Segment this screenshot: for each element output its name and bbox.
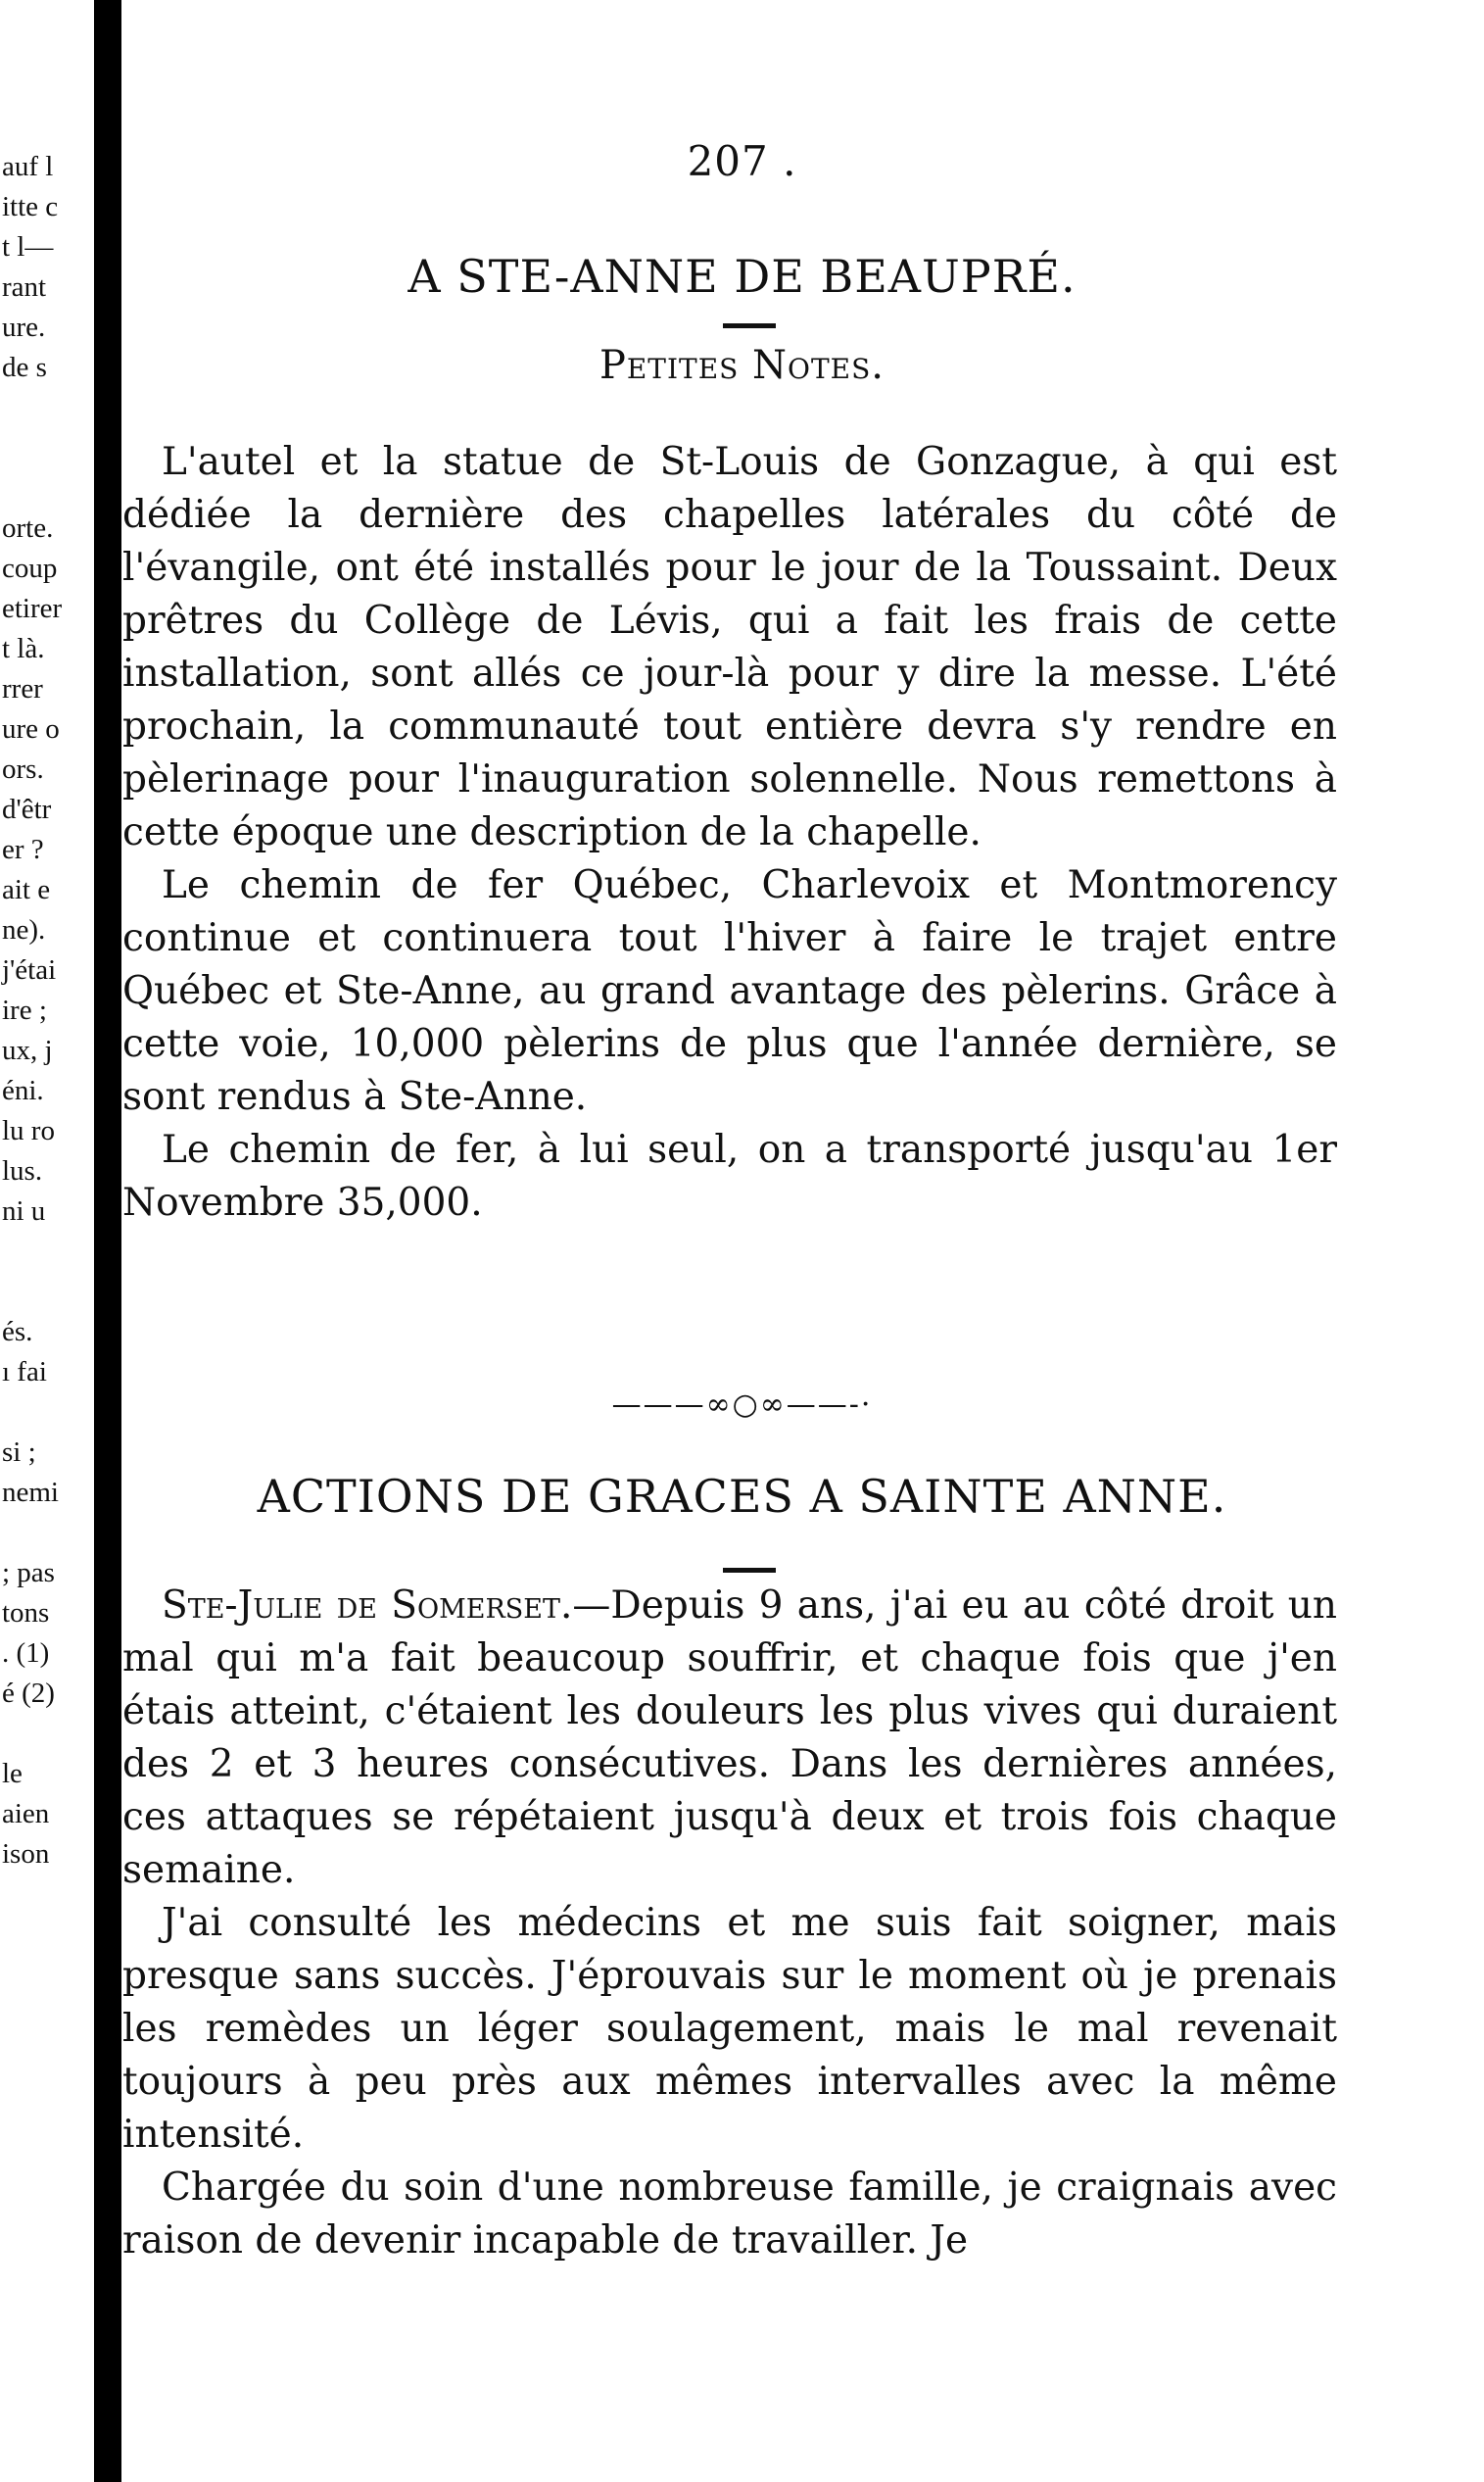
margin-fragment: éni. xyxy=(2,1075,44,1106)
margin-fragment: itte c xyxy=(2,191,59,222)
margin-fragment: le xyxy=(2,1758,23,1789)
margin-fragment: lu ro xyxy=(2,1115,55,1146)
section-title: ACTIONS DE GRACES A SAINTE ANNE. xyxy=(257,1470,1227,1523)
margin-fragment: lus. xyxy=(2,1155,43,1187)
paragraph: J'ai consulté les médecins et me suis fait soigner, mais presque sans succès. J'éprouvais sur le moment où je prenais les remèdes un léger soulagement, mais le mal revenait toujours à peu près aux mêmes intervalles avec la même intensité. xyxy=(122,1901,1337,2157)
article-title: A STE-ANNE DE BEAUPRÉ. xyxy=(407,250,1077,303)
margin-fragment: auf l xyxy=(2,151,54,182)
section-body xyxy=(122,1580,1337,2267)
margin-fragment: ait e xyxy=(2,874,51,905)
margin-fragment: ire ; xyxy=(2,995,47,1026)
margin-fragment: etirer xyxy=(2,593,63,624)
margin-fragment: nemi xyxy=(2,1477,59,1508)
article-body xyxy=(122,436,1337,1230)
margin-fragment: si ; xyxy=(2,1436,36,1468)
margin-fragment: j'étai xyxy=(2,954,57,986)
margin-fragment: rant xyxy=(2,271,47,303)
margin-fragment: tons xyxy=(2,1597,50,1629)
margin-fragment: ux, j xyxy=(2,1035,53,1066)
margin-fragment: t l— xyxy=(2,231,54,263)
margin-fragment: ne). xyxy=(2,914,46,946)
margin-fragment: d'êtr xyxy=(2,794,52,825)
margin-fragment: ure o xyxy=(2,713,60,745)
margin-fragment: de s xyxy=(2,352,47,383)
margin-fragment: . (1) xyxy=(2,1637,50,1669)
paragraph: Le chemin de fer Québec, Charlevoix et Montmorency continue et continuera tout l'hiver à faire le trajet entre Québec et Ste-Anne, au grand avantage des pèlerins. Grâce à cette voie, 10,000 pèlerins de plus que l'année dernière, se sont rendus à Ste-Anne. xyxy=(122,863,1337,1119)
margin-fragment: é (2) xyxy=(2,1678,55,1709)
paragraph xyxy=(122,1580,1337,1897)
margin-fragment: ni u xyxy=(2,1195,46,1227)
margin-fragment: aien xyxy=(2,1798,50,1829)
margin-fragment: ; pas xyxy=(2,1557,55,1588)
place-name: Ste-Julie de Somerset. xyxy=(162,1583,573,1628)
paragraph-text: —Depuis 9 ans, j'ai eu au côté droit un mal qui m'a fait beaucoup souffrir, et chaque fois que j'en étais atteint, c'étaient les douleurs les plus vives qui duraient des 2 et 3 heures consécutives. Dans les dernières années, ces attaques se répétaient jusqu'à deux et trois fois chaque semaine. xyxy=(122,1583,1337,1892)
paragraph: Chargée du soin d'une nombreuse famille, je craignais avec raison de devenir incapable de travailler. Je xyxy=(122,2166,1337,2263)
page-number: 207 . xyxy=(687,137,797,185)
margin-fragment: ı fai xyxy=(2,1356,47,1387)
title-rule xyxy=(723,1568,776,1573)
paragraph: L'autel et la statue de St-Louis de Gonzague, à qui est dédiée la dernière des chapelles latérales du côté de l'évangile, ont été installés pour le jour de la Toussaint. Deux prêtres du Collège de Lévis, qui a fait les frais de cette installation, sont allés ce jour-là pour y dire la messe. L'été prochain, la communauté tout entière devra s'y rendre en pèlerinage pour l'inauguration solennelle. Nous remettons à cette époque une description de la chapelle. xyxy=(122,440,1337,854)
article-subtitle: Petites Notes. xyxy=(598,343,886,388)
margin-fragment: ure. xyxy=(2,312,46,343)
margin-fragment: rrer xyxy=(2,673,43,705)
title-rule xyxy=(723,323,776,328)
margin-fragment: és. xyxy=(2,1316,33,1347)
adjacent-page-margin xyxy=(0,147,98,2482)
margin-fragment: ison xyxy=(2,1838,50,1870)
margin-fragment: er ? xyxy=(2,834,44,865)
margin-fragment: orte. xyxy=(2,512,54,544)
margin-fragment: t là. xyxy=(2,633,45,664)
margin-fragment: ors. xyxy=(2,754,44,785)
section-ornament: ———∞○∞——-· xyxy=(611,1387,873,1422)
margin-fragment: coup xyxy=(2,553,58,584)
paragraph: Le chemin de fer, à lui seul, on a transporté jusqu'au 1er Novembre 35,000. xyxy=(122,1128,1337,1225)
